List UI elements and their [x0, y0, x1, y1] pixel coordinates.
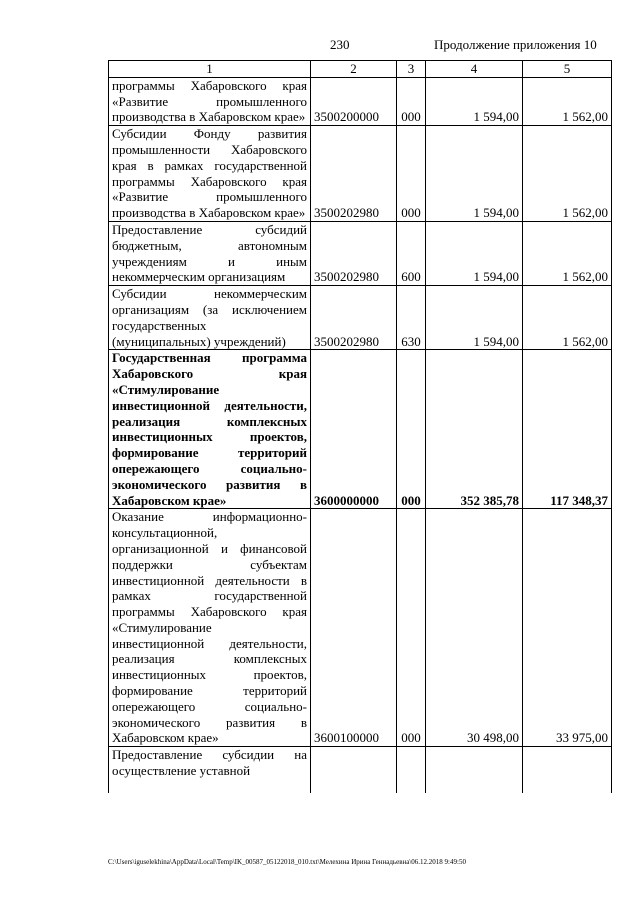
row-expense-type: 630: [397, 286, 426, 350]
column-header: 5: [523, 61, 612, 78]
column-header: 3: [397, 61, 426, 78]
row-expense-type: [397, 747, 426, 794]
row-name: Предоставление субсидий бюджетным, автономным учреждениям и иным некоммерческим организациям: [109, 221, 311, 285]
row-expense-type: 000: [397, 350, 426, 509]
row-sum-year1: 30 498,00: [426, 509, 523, 747]
row-target-article: [311, 747, 397, 794]
column-header: 2: [311, 61, 397, 78]
row-sum-year2: 1 562,00: [523, 126, 612, 222]
row-target-article: 3500202980: [311, 221, 397, 285]
row-sum-year2: 1 562,00: [523, 221, 612, 285]
row-sum-year1: 352 385,78: [426, 350, 523, 509]
row-sum-year1: 1 594,00: [426, 126, 523, 222]
row-name: Субсидии Фонду развития промышленности Хабаровского края в рамках государственной программы Хабаровского края «Развитие промышленного производства в Хабаровском крае»: [109, 126, 311, 222]
budget-table: [108, 60, 612, 793]
table-row-program: [109, 350, 612, 509]
row-sum-year2: 117 348,37: [523, 350, 612, 509]
column-header: 1: [109, 61, 311, 78]
row-sum-year1: 1 594,00: [426, 221, 523, 285]
row-name: программы Хабаровского края «Развитие промышленного производства в Хабаровском крае»: [109, 77, 311, 125]
table-row-continued: [109, 747, 612, 794]
row-target-article: 3500200000: [311, 77, 397, 125]
row-target-article: 3600100000: [311, 509, 397, 747]
row-sum-year1: 1 594,00: [426, 77, 523, 125]
row-expense-type: 000: [397, 509, 426, 747]
row-name: Субсидии некоммерческим организациям (за исключением государственных (муниципальных) учреждений): [109, 286, 311, 350]
row-expense-type: 000: [397, 77, 426, 125]
page-number: 230: [330, 37, 350, 52]
table-row: [109, 286, 612, 350]
table-row: [109, 77, 612, 125]
row-sum-year2: 1 562,00: [523, 286, 612, 350]
table-row: [109, 126, 612, 222]
table-row: [109, 221, 612, 285]
row-sum-year2: 1 562,00: [523, 77, 612, 125]
table-header-row: [109, 61, 612, 78]
continuation-label: Продолжение приложения 10: [434, 37, 597, 52]
table-row: [109, 509, 612, 747]
row-sum-year2: 33 975,00: [523, 509, 612, 747]
row-name: Государственная программа Хабаровского края «Стимулирование инвестиционной деятельности, реализация комплексных инвестиционных проектов, формирование территорий опережающего социально-экономического развития в Хабаровском крае»: [109, 350, 311, 509]
row-sum-year1: [426, 747, 523, 794]
row-target-article: 3500202980: [311, 126, 397, 222]
row-expense-type: 600: [397, 221, 426, 285]
row-sum-year2: [523, 747, 612, 794]
row-expense-type: 000: [397, 126, 426, 222]
column-header: 4: [426, 61, 523, 78]
row-target-article: 3500202980: [311, 286, 397, 350]
footer-file-path: C:\Users\iguselekhina\AppData\Local\Temp\IK_00587_05122018_010.txt\Мелехина Ирина Геннадьевна\06.12.2018 9:49:50: [108, 858, 466, 866]
row-sum-year1: 1 594,00: [426, 286, 523, 350]
row-target-article: 3600000000: [311, 350, 397, 509]
row-name: Предоставление субсидии на осуществление уставной: [109, 747, 311, 794]
row-name: Оказание информационно-консультационной, организационной и финансовой поддержки субъектам инвестиционной деятельности в рамках государственной программы Хабаровского края «Стимулирование инвестиционной деятельности, реализация комплексных инвестиционных проектов, формирование территорий опережающего социально-экономического развития в Хабаровском крае»: [109, 509, 311, 747]
